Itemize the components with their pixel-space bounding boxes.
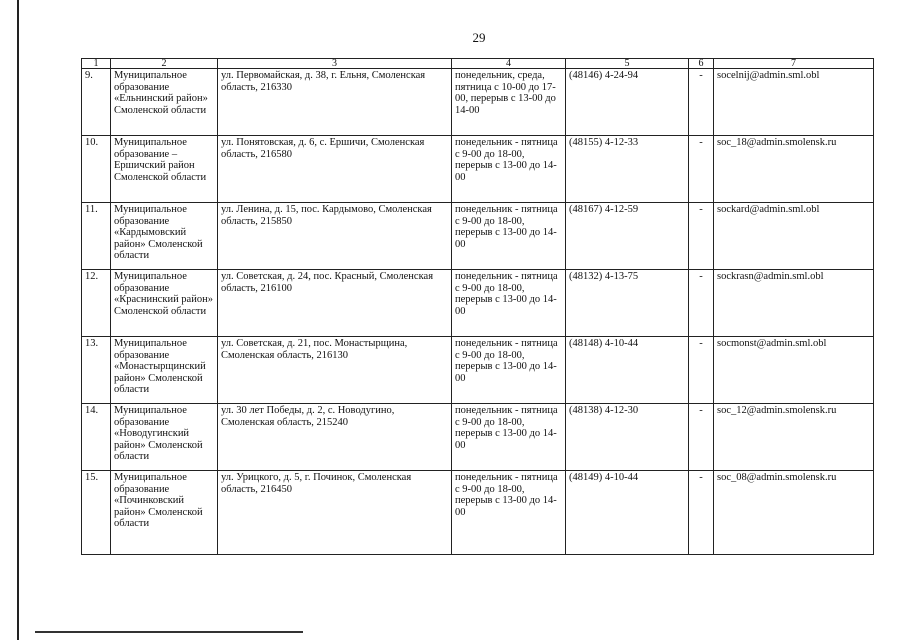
email: soc_18@admin.smolensk.ru [714, 136, 874, 203]
working-hours: понедельник - пятница с 9-00 до 18-00, перерыв с 13-00 до 14-00 [452, 203, 566, 270]
page-number: 29 [472, 30, 486, 45]
address: ул. 30 лет Победы, д. 2, с. Новодугино, Смоленская область, 215240 [218, 404, 452, 471]
phone: (48167) 4-12-59 [566, 203, 689, 270]
phone: (48149) 4-10-44 [566, 471, 689, 555]
row-number: 14. [82, 404, 111, 471]
email: socelnij@admin.sml.obl [714, 69, 874, 136]
working-hours: понедельник - пятница с 9-00 до 18-00, перерыв с 13-00 до 14-00 [452, 136, 566, 203]
row-number: 9. [82, 69, 111, 136]
email: soc_12@admin.smolensk.ru [714, 404, 874, 471]
address: ул. Урицкого, д. 5, г. Починок, Смоленская область, 216450 [218, 471, 452, 555]
column-number: 2 [111, 59, 218, 69]
working-hours: понедельник - пятница с 9-00 до 18-00, перерыв с 13-00 до 14-00 [452, 404, 566, 471]
column-6-value: - [689, 337, 714, 404]
municipality-name: Муниципальное образование «Краснинский район» Смоленской области [111, 270, 218, 337]
column-6-value: - [689, 136, 714, 203]
municipality-name: Муниципальное образование «Новодугинский район» Смоленской области [111, 404, 218, 471]
address: ул. Советская, д. 24, пос. Красный, Смоленская область, 216100 [218, 270, 452, 337]
table-row [82, 69, 874, 136]
table-row [82, 404, 874, 471]
municipality-name: Муниципальное образование «Монастырщинский район» Смоленской области [111, 337, 218, 404]
phone: (48146) 4-24-94 [566, 69, 689, 136]
email: socmonst@admin.sml.obl [714, 337, 874, 404]
column-number: 1 [82, 59, 111, 69]
working-hours: понедельник - пятница с 9-00 до 18-00, перерыв с 13-00 до 14-00 [452, 270, 566, 337]
table-row [82, 337, 874, 404]
email: sockrasn@admin.sml.obl [714, 270, 874, 337]
row-number: 11. [82, 203, 111, 270]
address: ул. Ленина, д. 15, пос. Кардымово, Смоленская область, 215850 [218, 203, 452, 270]
phone: (48138) 4-12-30 [566, 404, 689, 471]
column-6-value: - [689, 270, 714, 337]
email: sockard@admin.sml.obl [714, 203, 874, 270]
phone: (48132) 4-13-75 [566, 270, 689, 337]
working-hours: понедельник - пятница с 9-00 до 18-00, перерыв с 13-00 до 14-00 [452, 471, 566, 555]
footnote-rule [35, 631, 303, 633]
column-number-row [82, 59, 874, 69]
column-6-value: - [689, 69, 714, 136]
row-number: 15. [82, 471, 111, 555]
row-number: 12. [82, 270, 111, 337]
address: ул. Понятовская, д. 6, с. Ершичи, Смоленская область, 216580 [218, 136, 452, 203]
address: ул. Советская, д. 21, пос. Монастырщина, Смоленская область, 216130 [218, 337, 452, 404]
column-number: 4 [452, 59, 566, 69]
email: soc_08@admin.smolensk.ru [714, 471, 874, 555]
column-number: 3 [218, 59, 452, 69]
offices-table [81, 58, 874, 555]
column-6-value: - [689, 404, 714, 471]
table-row [82, 203, 874, 270]
column-number: 7 [714, 59, 874, 69]
working-hours: понедельник - пятница с 9-00 до 18-00, перерыв с 13-00 до 14-00 [452, 337, 566, 404]
row-number: 10. [82, 136, 111, 203]
phone: (48148) 4-10-44 [566, 337, 689, 404]
municipality-name: Муниципальное образование «Ельнинский район» Смоленской области [111, 69, 218, 136]
working-hours: понедельник, среда, пятница с 10-00 до 17-00, перерыв с 13-00 до 14-00 [452, 69, 566, 136]
column-6-value: - [689, 471, 714, 555]
column-number: 5 [566, 59, 689, 69]
table-row [82, 136, 874, 203]
row-number: 13. [82, 337, 111, 404]
address: ул. Первомайская, д. 38, г. Ельня, Смоленская область, 216330 [218, 69, 452, 136]
municipality-name: Муниципальное образование – Ершичский район Смоленской области [111, 136, 218, 203]
table-row [82, 270, 874, 337]
phone: (48155) 4-12-33 [566, 136, 689, 203]
column-6-value: - [689, 203, 714, 270]
margin-rule [17, 0, 19, 640]
municipality-name: Муниципальное образование «Починковский район» Смоленской области [111, 471, 218, 555]
table-row [82, 471, 874, 555]
municipality-name: Муниципальное образование «Кардымовский район» Смоленской области [111, 203, 218, 270]
column-number: 6 [689, 59, 714, 69]
